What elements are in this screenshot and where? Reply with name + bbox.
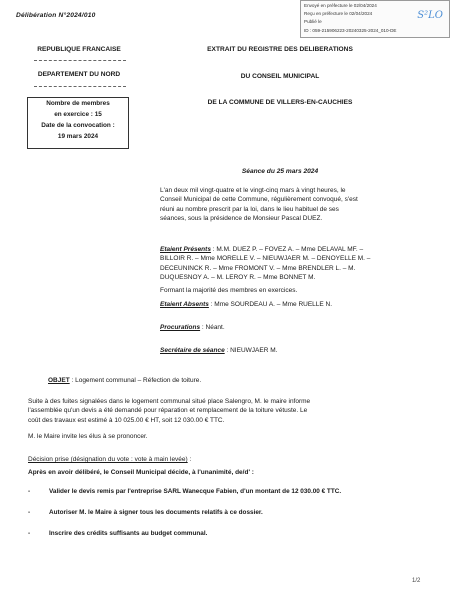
presents-line: : M.M. DUEZ P. – FOVEZ A. – Mme DELAVAL MF. – [210,246,364,253]
presents-line: DUQUESNOY A. – M. LEROY R. – Mme BONNET M. [160,273,316,281]
absents-line [160,300,410,309]
stamp-id-line: ID : 059-215906223-20240325-2024_010-DE [304,28,397,33]
objet-value: : Logement communal – Réfection de toiture. [69,377,202,384]
decision-heading [28,455,418,464]
body-line: Suite à des fuites signalées dans le logement communal situé place Salengro, M. le maire informe [28,398,311,405]
intro-line: réuni au nombre prescrit par la loi, dans le lieu habituel de ses [160,205,339,213]
decision-item: Autoriser M. le Maire à signer tous les documents relatifs à ce dossier. [49,509,263,516]
divider [34,60,126,61]
decision-suffix: : [187,456,192,463]
stamp-sent-line: Envoyé en préfecture le 02/04/2024 [304,3,377,8]
absents-value: : Mme SOURDEAU A. – Mme RUELLE N. [208,301,333,308]
deliberation-reference: Délibération N°2024/010 [16,12,96,19]
intro-line: séances, sous la présidence de Monsieur Pascal DUEZ. [160,214,323,222]
decision-item: Inscrire des crédits suffisants au budget communal. [49,530,208,537]
presents-line: DECEUNINCK R. – Mme FROMONT V. – Mme BRENDLER L. – M. [160,264,356,272]
body-line: coût des travaux est estimé à 10 025.00 € HT, soit 12 030.00 € TTC. [28,416,225,424]
majority-text: Formant la majorité des membres en exercices. [160,287,298,294]
objet-line [48,376,428,385]
secretary-value: : NIEUWJAER M. [224,347,278,354]
presents-line: BILLOIR R. – Mme MORELLE V. – NIEUWJAER M. – DENOYELLE M. – [160,255,371,263]
republic-heading: REPUBLIQUE FRANCAISE [37,46,121,53]
body-line: l'assemblée qu'un devis a été demandé pour réparation et remplacement de la toiture vétuste. Le [28,407,308,415]
convocation-date: 19 mars 2024 [57,133,99,140]
decision-statement: Après en avoir délibéré, le Conseil Municipal décide, à l'unanimité, de/d' : [28,469,254,476]
objet-label: OBJET [48,377,70,384]
members-info-box [27,97,129,149]
decision-label: Décision prise (désignation du vote : vote à main levée) [28,456,188,463]
list-dash: - [28,509,31,516]
page-number: 1/2 [412,578,421,584]
divider [34,86,126,87]
convocation-label: Date de la convocation : [41,122,115,129]
intro-line: L'an deux mil vingt-quatre et le vingt-cinq mars à vingt heures, le [160,187,346,194]
body-paragraph [28,397,418,425]
prefecture-stamp [300,0,450,38]
department-heading: DEPARTEMENT DU NORD [37,71,121,78]
commune-title: DE LA COMMUNE DE VILLERS-EN-CAUCHIES [207,99,353,106]
register-extract-title: EXTRAIT DU REGISTRE DES DELIBERATIONS [207,46,353,53]
intro-paragraph [160,186,410,223]
stamp-received-line: Reçu en préfecture le 02/04/2024 [304,11,373,16]
members-value: en exercice : 15 [54,111,102,118]
procurations-value: : Néant. [200,324,225,331]
s2lo-logo: S²LO [417,10,443,21]
members-label: Nombre de membres [46,100,110,107]
session-date: Séance du 25 mars 2024 [241,168,319,175]
attendees-paragraph [160,245,410,282]
mayor-invite-text: M. le Maire invite les élus à se prononcer. [28,433,148,440]
intro-line: Conseil Municipal de cette Commune, régulièrement convoqué, s'est [160,196,358,204]
council-title: DU CONSEIL MUNICIPAL [240,73,320,80]
list-dash: - [28,488,31,495]
presents-label: Etaient Présents [160,246,211,253]
stamp-published-line: Publié le [304,19,322,24]
list-dash: - [28,530,31,537]
procurations-line [160,323,410,332]
secretary-label: Secrétaire de séance [160,347,225,354]
absents-label: Etaient Absents [160,301,209,308]
procurations-label: Procurations [160,324,201,331]
secretary-line [160,346,410,355]
decision-item: Valider le devis remis par l'entreprise SARL Wanecque Fabien, d'un montant de 12 030.00 € TTC. [49,488,342,495]
